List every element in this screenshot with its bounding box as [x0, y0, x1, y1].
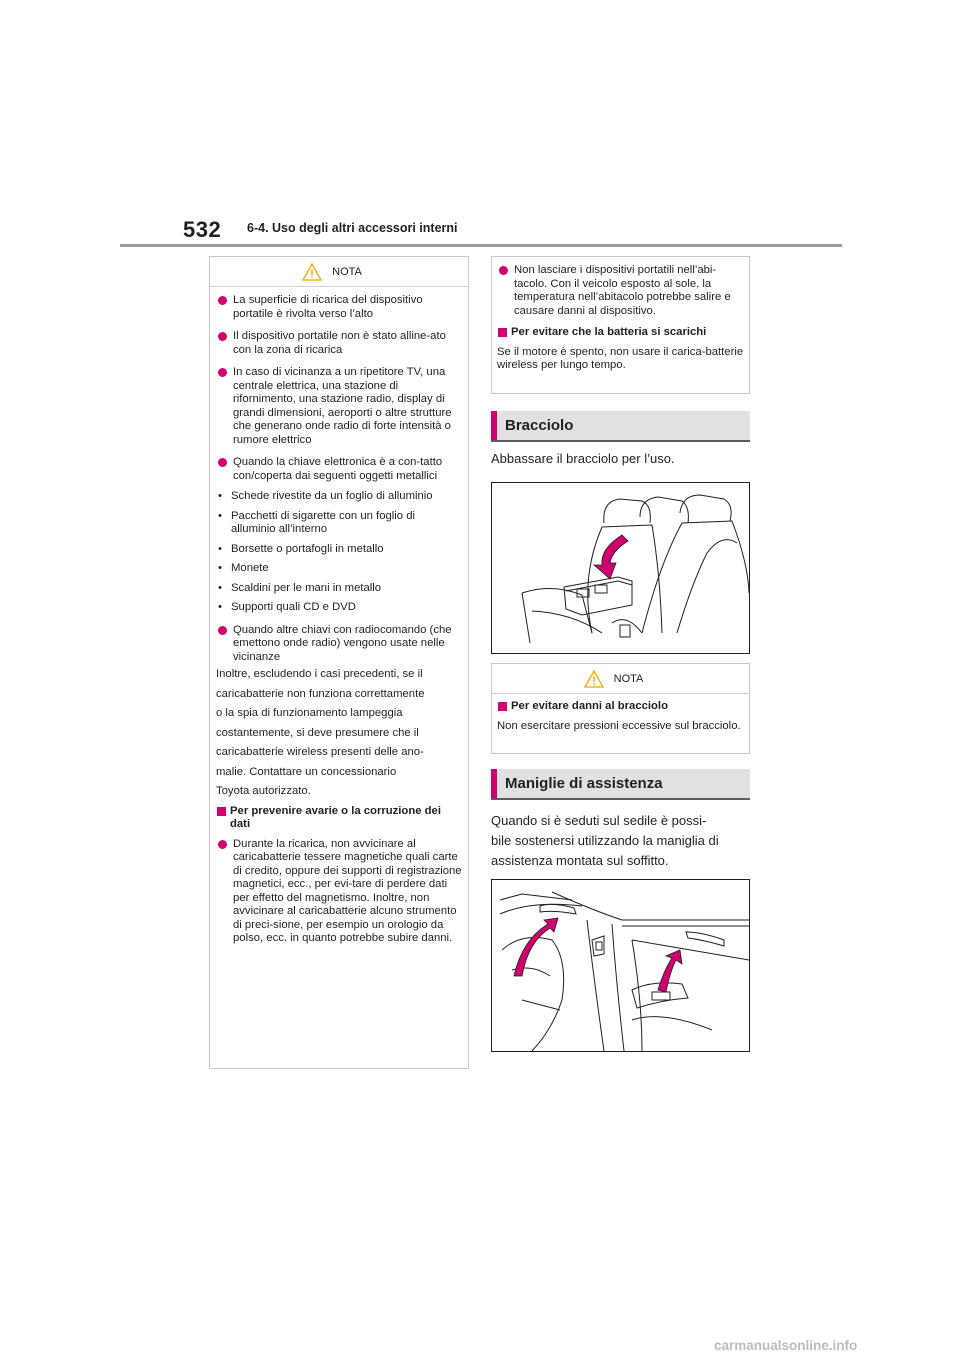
footer-watermark: carmanualsonline.info	[714, 1338, 858, 1353]
paragraph-line: assistenza montata sul soffitto.	[491, 853, 669, 868]
list-item: • Monete	[216, 562, 462, 576]
subheading: Per evitare danni al bracciolo	[497, 700, 744, 714]
list-item: • Pacchetti di sigarette con un foglio di alluminio all’interno	[216, 510, 462, 537]
subheading: Per evitare che la batteria si scarichi	[497, 326, 744, 340]
page-number: 532	[183, 217, 222, 242]
list-item: Non lasciare i dispositivi portatili nell’abi-tacolo. Con il veicolo esposto al sole, la temperatura nell’abitacolo potrebbe salire e causare danni al dispositivo.	[497, 264, 744, 318]
list-item: La superficie di ricarica del dispositivo portatile è rivolta verso l’alto	[216, 294, 462, 321]
list-item: • Scaldini per le mani in metallo	[216, 582, 462, 596]
paragraph-line: caricabatterie non funziona correttamente	[216, 687, 425, 700]
header-divider	[120, 244, 842, 247]
list-item: • Supporti quali CD e DVD	[216, 601, 462, 615]
nota-heading: NOTA	[332, 265, 362, 278]
warning-triangle-icon	[584, 670, 604, 688]
assist-grip-illustration	[491, 879, 750, 1052]
heading-text: Maniglie di assistenza	[505, 775, 663, 792]
nota-header	[492, 664, 749, 694]
bracciolo-text: Abbassare il bracciolo per l’uso.	[491, 451, 675, 466]
list-item: Il dispositivo portatile non è stato alline-ato con la zona di ricarica	[216, 330, 462, 357]
paragraph-line: Inoltre, escludendo i casi precedenti, se il	[216, 668, 423, 680]
list-item: Durante la ricarica, non avvicinare al caricabatterie tessere magnetiche quali carte di credito, oppure dei supporti di registrazione magnetici, ecc., per evi-tare di perdere dati per effetto del magnetismo. Inoltre, non avvicinare al caricabatterie alcuno strumento di preci-sione, per esempio un orologio da polso, ecc. in quanto potrebbe subire danni.	[216, 838, 462, 946]
paragraph-line: Quando si è seduti sul sedile è possi-	[491, 813, 707, 828]
nota-box-right	[491, 663, 750, 754]
heading-maniglie	[491, 769, 750, 800]
paragraph-line: bile sostenersi utilizzando la maniglia di	[491, 833, 719, 848]
paragraph-line: caricabatterie wireless presenti delle ano-	[216, 746, 424, 758]
list-item: • Schede rivestite da un foglio di alluminio	[216, 490, 462, 504]
nota-box-left	[209, 256, 469, 1069]
paragraph-line: Toyota autorizzato.	[216, 785, 311, 797]
list-item: • Borsette o portafogli in metallo	[216, 543, 462, 557]
paragraph-line: malie. Contattare un concessionario	[216, 765, 397, 778]
paragraph	[216, 668, 462, 799]
heading-bracciolo	[491, 411, 750, 442]
paragraph: Non esercitare pressioni eccessive sul bracciolo.	[497, 719, 741, 732]
armrest-illustration	[491, 482, 750, 654]
heading-text: Bracciolo	[505, 417, 574, 434]
paragraph-line: o la spia di funzionamento lampeggia	[216, 707, 403, 719]
maniglie-text	[491, 811, 719, 871]
list-item: In caso di vicinanza a un ripetitore TV, una centrale elettrica, una stazione di rifornimento, una stazione radio, display di grandi dimensioni, aeroporti o altre strutture che generano onde radio di forte intensità o rumore elettrico	[216, 366, 462, 447]
nota-heading: NOTA	[613, 672, 644, 685]
list-item: Quando altre chiavi con radiocomando (che emettono onde radio) vengono usate nelle vicinanze	[216, 624, 462, 665]
paragraph-line: costantemente, si deve presumere che il	[216, 726, 419, 739]
paragraph: Se il motore è spento, non usare il carica-batterie wireless per lungo tempo.	[497, 345, 744, 371]
subheading: Per prevenire avarie o la corruzione dei dati	[216, 805, 462, 832]
nota-header	[210, 257, 468, 287]
continued-box-right	[491, 256, 750, 394]
section-title: 6-4. Uso degli altri accessori interni	[247, 221, 458, 235]
warning-triangle-icon	[302, 263, 322, 281]
list-item: Quando la chiave elettronica è a con-tatto con/coperta dai seguenti oggetti metallici	[216, 456, 462, 483]
